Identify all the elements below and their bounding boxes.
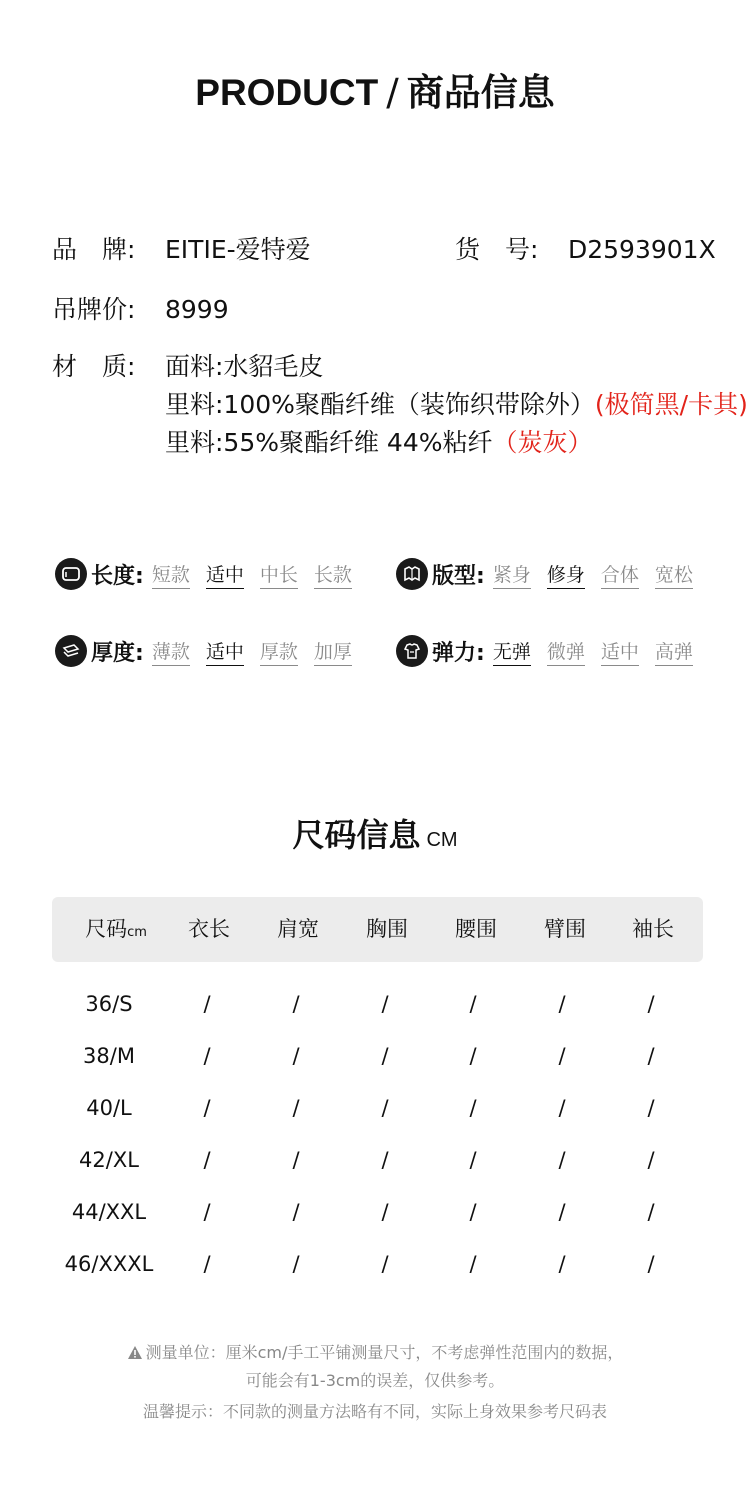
note-line-3: 温馨提示：不同款的测量方法略有不同，实际上身效果参考尺码表 [142, 1402, 607, 1421]
attr-thickness [55, 633, 368, 669]
sku-label: 货 号: [455, 235, 539, 264]
elasticity-option-none: 无弹 [493, 637, 531, 666]
size-cell: / [469, 1096, 477, 1120]
size-cell: / [558, 1148, 566, 1172]
material-label: 材 质: [52, 352, 136, 381]
fit-icon [396, 558, 428, 590]
size-cell: / [647, 1200, 655, 1224]
size-cell: / [381, 1200, 389, 1224]
header-size [66, 897, 166, 962]
fit-option-loose: 宽松 [655, 560, 693, 589]
size-cell: / [469, 1044, 477, 1068]
header-size-unit: cm [127, 925, 147, 940]
length-option-mid-long: 中长 [260, 560, 298, 589]
elasticity-icon [396, 635, 428, 667]
thickness-option-extra-thick: 加厚 [314, 637, 352, 666]
elasticity-option-high: 高弹 [655, 637, 693, 666]
fit-option-slim: 修身 [547, 560, 585, 589]
attr-fit [396, 556, 709, 592]
attr-elasticity [396, 633, 709, 669]
size-cell: / [381, 1148, 389, 1172]
size-cell: / [292, 1148, 300, 1172]
warning-icon [127, 1345, 143, 1364]
size-cell: / [203, 1044, 211, 1068]
sku-row [455, 230, 716, 266]
size-row-label: 38/M [83, 1044, 135, 1068]
length-icon [55, 558, 87, 590]
length-option-long: 长款 [314, 560, 352, 589]
size-cell: / [469, 1148, 477, 1172]
size-cell: / [292, 992, 300, 1016]
size-cell: / [381, 1044, 389, 1068]
elasticity-title: 弹力: [432, 640, 485, 666]
size-cell: / [292, 1044, 300, 1068]
size-cell: / [647, 992, 655, 1016]
size-cell: / [558, 1252, 566, 1276]
material-line-3-color: （炭灰） [492, 428, 593, 457]
size-table-header [52, 897, 703, 962]
size-cell: / [292, 1096, 300, 1120]
thickness-option-thin: 薄款 [152, 637, 190, 666]
brand-label: 品 牌: [52, 235, 136, 264]
thickness-option-medium: 适中 [206, 637, 244, 666]
size-row-label: 46/XXXL [64, 1252, 154, 1276]
length-title: 长度: [91, 563, 144, 589]
header-waist: 腰围 [455, 917, 497, 941]
size-cell: / [292, 1252, 300, 1276]
material-line-2: 里料:100%聚酯纤维（装饰织带除外） [165, 390, 595, 419]
size-row-label: 44/XXL [71, 1200, 147, 1224]
size-cell: / [647, 1148, 655, 1172]
title-separator: / [386, 71, 399, 114]
material-row [52, 347, 323, 383]
size-cell: / [558, 1096, 566, 1120]
elasticity-option-slight: 微弹 [547, 637, 585, 666]
size-row-label: 36/S [85, 992, 133, 1016]
material-line-2-color: (极简黑/卡其) [594, 390, 748, 419]
header-shoulder: 肩宽 [277, 917, 319, 941]
title-zh: 商品信息 [406, 71, 555, 114]
length-option-medium: 适中 [206, 560, 244, 589]
material-line-3-row [165, 423, 593, 459]
elasticity-option-medium: 适中 [601, 637, 639, 666]
size-cell: / [558, 1044, 566, 1068]
header-chest: 胸围 [366, 917, 408, 941]
header-sleeve: 袖长 [632, 917, 674, 941]
header-length: 衣长 [188, 917, 230, 941]
size-row-label: 42/XL [79, 1148, 139, 1172]
material-line-3: 里料:55%聚酯纤维 44%粘纤 [165, 428, 493, 457]
material-line-2-row [165, 385, 748, 421]
sku-value: D2593901X [568, 235, 716, 264]
size-cell: / [469, 992, 477, 1016]
size-cell: / [647, 1044, 655, 1068]
size-cell: / [647, 1252, 655, 1276]
fit-option-tight: 紧身 [493, 560, 531, 589]
size-cell: / [292, 1200, 300, 1224]
brand-value: EITIE-爱特爱 [165, 235, 311, 264]
size-cell: / [558, 992, 566, 1016]
thickness-title: 厚度: [91, 640, 144, 666]
size-cell: / [381, 1252, 389, 1276]
header-arm: 臂围 [544, 917, 586, 941]
size-cell: / [203, 1096, 211, 1120]
size-table-title [0, 810, 750, 856]
size-cell: / [558, 1200, 566, 1224]
size-cell: / [203, 1252, 211, 1276]
material-line-1: 面料:水貂毛皮 [165, 352, 324, 381]
attr-length [55, 556, 368, 592]
price-value: 8999 [165, 295, 229, 324]
title-en: PRODUCT [195, 72, 379, 113]
size-cell: / [647, 1096, 655, 1120]
thickness-option-thick: 厚款 [260, 637, 298, 666]
page-title [0, 62, 750, 116]
note-line-2: 可能会有1-3cm的误差，仅供参考。 [245, 1371, 505, 1390]
fit-title: 版型: [432, 563, 485, 589]
size-cell: / [203, 992, 211, 1016]
brand-row [52, 230, 311, 266]
size-title-text: 尺码信息 [292, 816, 421, 854]
thickness-icon [55, 635, 87, 667]
size-cell: / [469, 1200, 477, 1224]
size-cell: / [469, 1252, 477, 1276]
header-size-label: 尺码 [85, 917, 128, 941]
size-row-label: 40/L [86, 1096, 132, 1120]
fit-option-regular: 合体 [601, 560, 639, 589]
size-cell: / [381, 1096, 389, 1120]
length-option-short: 短款 [152, 560, 190, 589]
size-cell: / [203, 1148, 211, 1172]
note-line-1 [0, 1340, 750, 1364]
size-cell: / [381, 992, 389, 1016]
price-row [52, 290, 229, 326]
size-title-unit: CM [426, 829, 458, 851]
note-text-1: 测量单位：厘米cm/手工平铺测量尺寸，不考虑弹性范围内的数据， [145, 1343, 624, 1362]
size-cell: / [203, 1200, 211, 1224]
price-label: 吊牌价: [52, 295, 136, 324]
